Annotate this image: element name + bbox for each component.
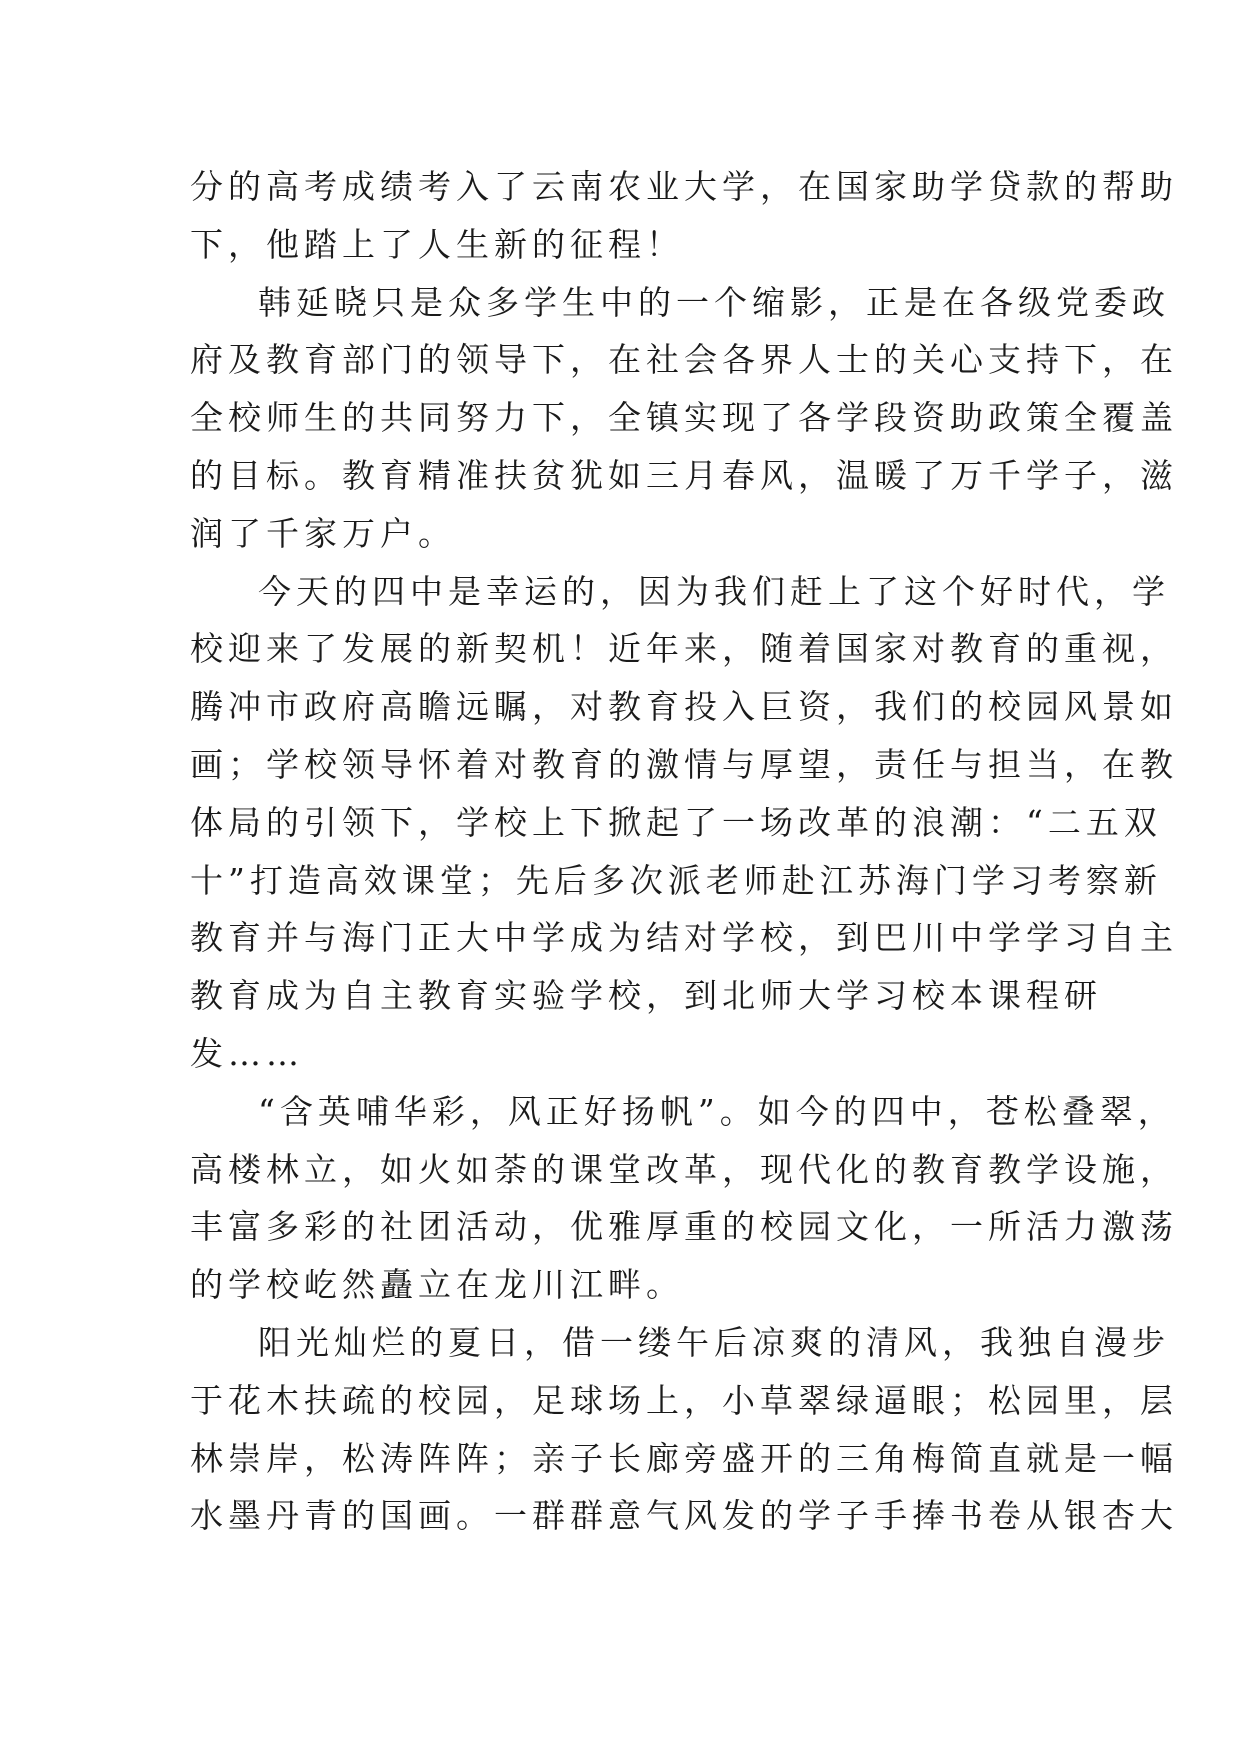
text-line: 画；学校领导怀着对教育的激情与厚望，责任与担当，在教 [190, 744, 1178, 784]
text-line: 分的高考成绩考入了云南农业大学，在国家助学贷款的帮助 [190, 167, 1178, 206]
text-line: 下，他踏上了人生新的征程！ [190, 224, 684, 264]
paragraph-2 [190, 274, 1178, 563]
text-line: 腾冲市政府高瞻远瞩，对教育投入巨资，我们的校园风景如 [190, 687, 1178, 727]
text-line: 体局的引领下，学校上下掀起了一场改革的浪潮：“二五双 [190, 802, 1162, 842]
text-line: 教育成为自主教育实验学校，到北师大学习校本课程研 [190, 976, 1102, 1016]
text-line: 林崇岸，松涛阵阵；亲子长廊旁盛开的三角梅简直就是一幅 [190, 1438, 1178, 1478]
text-line: 教育并与海门正大中学成为结对学校，到巴川中学学习自主 [190, 918, 1178, 958]
text-line: “含英哺华彩，风正好扬帆”。如今的四中，苍松叠翠， [258, 1091, 1176, 1131]
text-line: 的目标。教育精准扶贫犹如三月春风，温暖了万千学子，滋 [190, 455, 1178, 495]
text-line: 校迎来了发展的新契机！近年来，随着国家对教育的重视， [190, 629, 1178, 669]
paragraph-4 [190, 1083, 1178, 1314]
text-line: 水墨丹青的国画。一群群意气风发的学子手捧书卷从银杏大 [190, 1496, 1178, 1536]
text-line: 的学校屹然矗立在龙川江畔。 [190, 1265, 684, 1305]
text-line: 全校师生的共同努力下，全镇实现了各学段资助政策全覆盖 [190, 398, 1178, 438]
paragraph-5 [190, 1314, 1178, 1545]
text-line: 发…… [190, 1033, 304, 1073]
document-body [190, 158, 1178, 1545]
text-line: 今天的四中是幸运的，因为我们赶上了这个好时代，学 [258, 571, 1170, 611]
text-line: 阳光灿烂的夏日，借一缕午后凉爽的清风，我独自漫步 [258, 1322, 1170, 1362]
text-line: 丰富多彩的社团活动，优雅厚重的校园文化，一所活力激荡 [190, 1207, 1178, 1247]
text-line: 润了千家万户。 [190, 513, 456, 553]
text-line: 高楼林立，如火如荼的课堂改革，现代化的教育教学设施， [190, 1149, 1178, 1189]
text-line: 韩延晓只是众多学生中的一个缩影，正是在各级党委政 [258, 282, 1170, 322]
text-line: 府及教育部门的领导下，在社会各界人士的关心支持下，在 [190, 340, 1178, 380]
paragraph-1 [190, 158, 1178, 274]
text-line: 于花木扶疏的校园，足球场上，小草翠绿逼眼；松园里，层 [190, 1380, 1178, 1420]
text-line: 十”打造高效课堂；先后多次派老师赴江苏海门学习考察新 [190, 860, 1162, 900]
paragraph-3 [190, 563, 1178, 1083]
